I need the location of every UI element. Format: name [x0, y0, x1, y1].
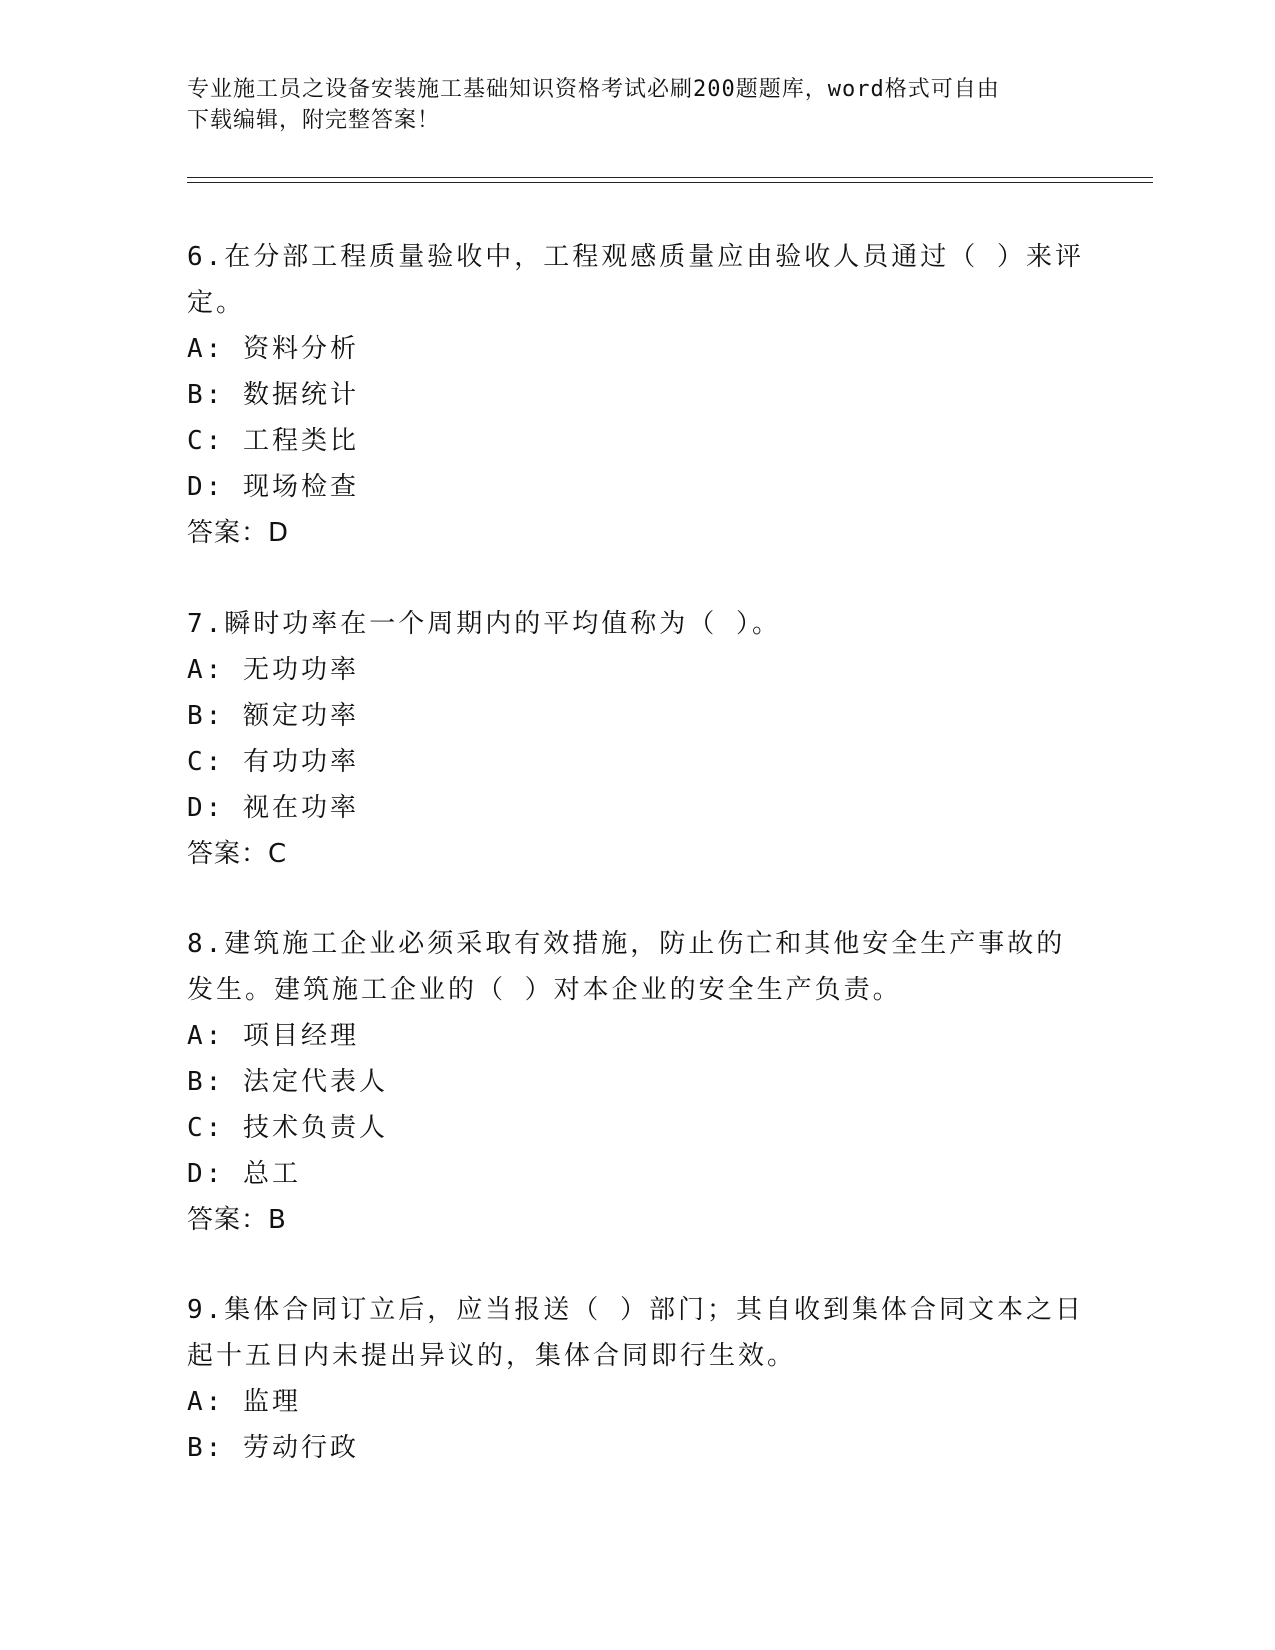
question-7 [187, 601, 1087, 877]
header-divider-bottom [187, 182, 1153, 183]
option-d: D: 视在功率 [187, 793, 359, 823]
option-b: B: 劳动行政 [187, 1433, 359, 1463]
question-8 [187, 921, 1087, 1243]
answer-line: 答案：B [187, 1205, 287, 1235]
question-stem-continued: 起十五日内未提出异议的，集体合同即行生效。 [187, 1341, 797, 1371]
option-c: C: 有功功率 [187, 747, 359, 777]
question-6 [187, 234, 1087, 556]
answer-line: 答案：C [187, 839, 288, 869]
option-b: B: 额定功率 [187, 701, 359, 731]
option-d: D: 总工 [187, 1159, 301, 1189]
header-divider-top [187, 177, 1153, 178]
option-a: A: 资料分析 [187, 334, 359, 364]
option-b: B: 数据统计 [187, 380, 359, 410]
answer-line: 答案：D [187, 518, 290, 548]
question-stem-continued: 发生。建筑施工企业的（ ）对本企业的安全生产负责。 [187, 975, 902, 1005]
option-c: C: 工程类比 [187, 426, 359, 456]
document-header [187, 74, 1087, 136]
question-stem: 8.建筑施工企业必须采取有效措施，防止伤亡和其他安全生产事故的 [187, 929, 1066, 959]
option-a: A: 无功功率 [187, 655, 359, 685]
question-9 [187, 1287, 1087, 1471]
option-a: A: 监理 [187, 1387, 301, 1417]
question-stem-continued: 定。 [187, 288, 246, 318]
question-stem: 6.在分部工程质量验收中，工程观感质量应由验收人员通过（ ）来评 [187, 242, 1084, 272]
option-d: D: 现场检查 [187, 472, 359, 502]
header-line-2: 下载编辑，附完整答案！ [187, 108, 441, 133]
question-stem: 9.集体合同订立后，应当报送（ ）部门；其自收到集体合同文本之日 [187, 1295, 1084, 1325]
option-a: A: 项目经理 [187, 1021, 359, 1051]
question-stem: 7.瞬时功率在一个周期内的平均值称为（ ）。 [187, 609, 781, 639]
option-c: C: 技术负责人 [187, 1113, 388, 1143]
header-line-1: 专业施工员之设备安装施工基础知识资格考试必刷200题题库，word格式可自由 [187, 77, 1000, 102]
option-b: B: 法定代表人 [187, 1067, 388, 1097]
